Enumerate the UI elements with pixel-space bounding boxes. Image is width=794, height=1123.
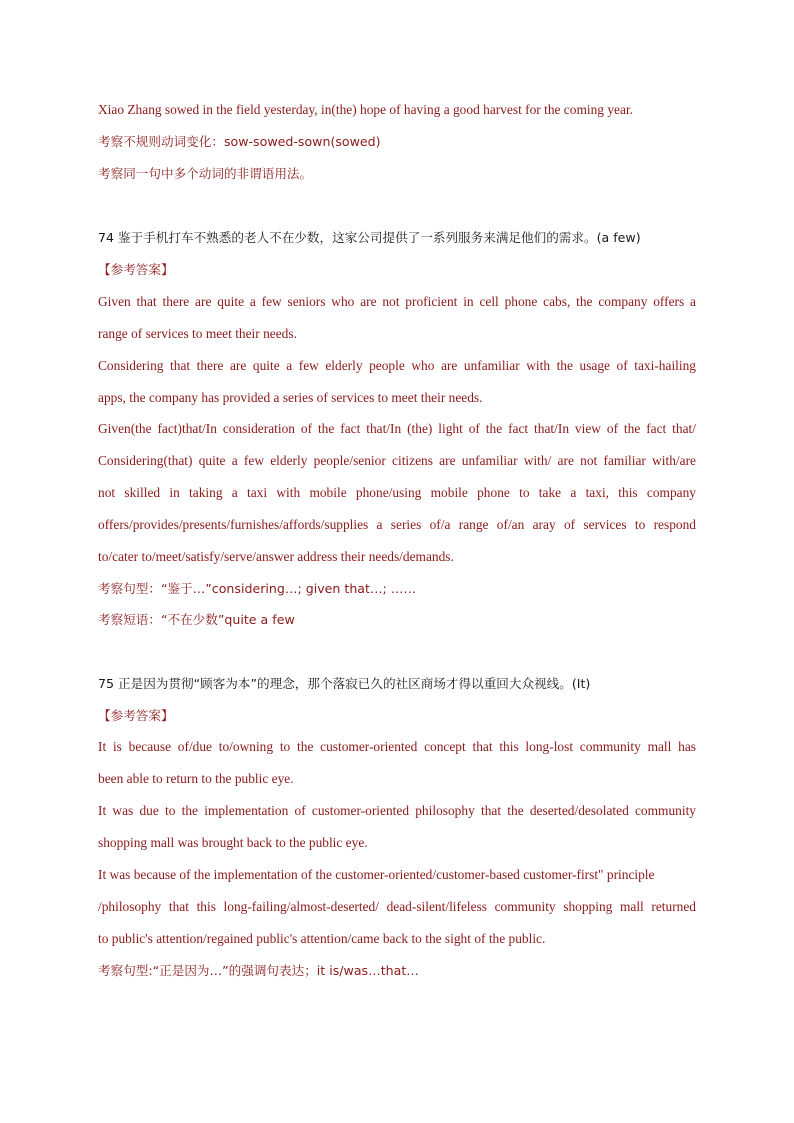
answer-74-line: offers/provides/presents/furnishes/affords/supplies a series of/a range of/an aray of services to respond: [98, 517, 696, 532]
note-74-sentence-pattern: 考察句型：“鉴于…”considering…; given that…; ……: [98, 581, 416, 596]
intro-note-2: 考察同一句中多个动词的非谓语用法。: [98, 166, 313, 181]
note-75-sentence-pattern: 考察句型:“正是因为…”的强调句表达；it is/was…that…: [98, 963, 419, 978]
answer-74-line: Given(the fact)that/In consideration of the fact that/In (the) light of the fact that/In view of the fact that/: [98, 421, 696, 436]
answer-75-line: It was due to the implementation of customer-oriented philosophy that the deserted/desolated community: [98, 803, 696, 818]
note-74-phrase: 考察短语：“不在少数”quite a few: [98, 612, 295, 627]
answer-75-line: It was because of the implementation of the customer-oriented/customer-based customer-first" principle: [98, 867, 655, 882]
question-75: 75 正是因为贯彻“顾客为本”的理念，那个落寂已久的社区商场才得以重回大众视线。(It): [98, 676, 591, 691]
answer-75-line: shopping mall was brought back to the public eye.: [98, 835, 368, 850]
intro-sentence: Xiao Zhang sowed in the field yesterday, in(the) hope of having a good harvest for the coming year.: [98, 102, 633, 117]
answer-74-line: to/cater to/meet/satisfy/serve/answer address their needs/demands.: [98, 549, 454, 564]
answer-74-line: not skilled in taking a taxi with mobile phone/using mobile phone to take a taxi, this company: [98, 485, 696, 500]
answer-75-line: been able to return to the public eye.: [98, 771, 294, 786]
answer-74-line: apps, the company has provided a series of services to meet their needs.: [98, 390, 483, 405]
answer-75-line: /philosophy that this long-failing/almost-deserted/ dead-silent/lifeless community shopping mall returned: [98, 899, 696, 914]
answer-74-line: Given that there are quite a few seniors who are not proficient in cell phone cabs, the company offers a: [98, 294, 696, 309]
answer-74-line: Considering that there are quite a few elderly people who are unfamiliar with the usage of taxi-hailing: [98, 358, 696, 373]
answer-header-74: 【参考答案】: [98, 262, 174, 277]
answer-75-line: to public's attention/regained public's attention/came back to the sight of the public.: [98, 931, 546, 946]
answer-header-75: 【参考答案】: [98, 708, 174, 723]
answer-75-line: It is because of/due to/owning to the customer-oriented concept that this long-lost community mall has: [98, 739, 696, 754]
answer-74-line: Considering(that) quite a few elderly people/senior citizens are unfamiliar with/ are not familiar with/are: [98, 453, 696, 468]
question-74: 74 鉴于手机打车不熟悉的老人不在少数，这家公司提供了一系列服务来满足他们的需求。(a few): [98, 230, 641, 245]
intro-note-1: 考察不规则动词变化：sow-sowed-sown(sowed): [98, 134, 381, 149]
answer-74-line: range of services to meet their needs.: [98, 326, 297, 341]
